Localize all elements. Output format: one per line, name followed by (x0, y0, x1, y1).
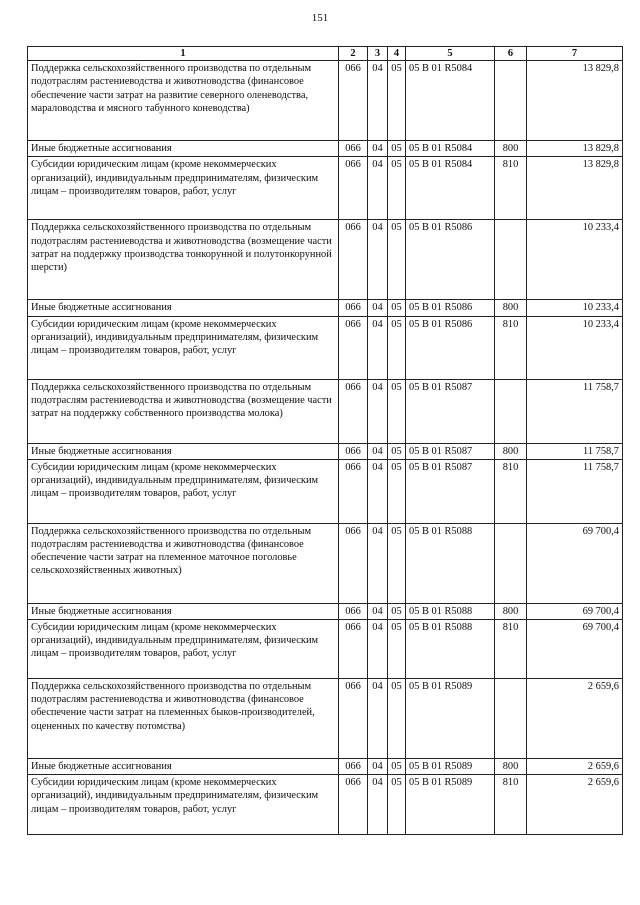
row-col-5: 05 В 01 R5087 (406, 379, 495, 443)
table-row (28, 679, 623, 759)
row-col-3: 04 (368, 620, 388, 679)
row-col-6: 800 (495, 300, 527, 316)
row-col-6: 810 (495, 775, 527, 835)
row-col-3: 04 (368, 523, 388, 603)
row-amount: 13 829,8 (527, 157, 623, 220)
row-description: Иные бюджетные ассигнования (28, 443, 339, 459)
row-col-5: 05 В 01 R5089 (406, 775, 495, 835)
row-col-5: 05 В 01 R5086 (406, 316, 495, 379)
row-col-4: 05 (388, 300, 406, 316)
header-col-3: 3 (368, 47, 388, 61)
budget-table (27, 46, 623, 835)
row-col-6 (495, 523, 527, 603)
row-description: Поддержка сельскохозяйственного производства по отдельным подотраслям растениеводства и животноводства (финансовое обеспечение части затрат на развитие северного оленеводства, мараловодства и мясного табунного коневодства) (28, 61, 339, 141)
row-col-2: 066 (339, 379, 368, 443)
row-description: Иные бюджетные ассигнования (28, 141, 339, 157)
row-amount: 69 700,4 (527, 523, 623, 603)
row-col-3: 04 (368, 61, 388, 141)
row-amount: 11 758,7 (527, 379, 623, 443)
row-col-3: 04 (368, 316, 388, 379)
row-col-6: 810 (495, 316, 527, 379)
row-amount: 10 233,4 (527, 220, 623, 300)
row-description: Поддержка сельскохозяйственного производства по отдельным подотраслям растениеводства и животноводства (финансовое обеспечение части затрат на племенное маточное поголовье сельскохозяйственных животных) (28, 523, 339, 603)
row-amount: 2 659,6 (527, 759, 623, 775)
table-row (28, 141, 623, 157)
row-amount: 11 758,7 (527, 459, 623, 523)
table-row (28, 61, 623, 141)
row-col-3: 04 (368, 443, 388, 459)
row-col-2: 066 (339, 300, 368, 316)
table-row (28, 316, 623, 379)
row-col-6: 810 (495, 459, 527, 523)
header-col-2: 2 (339, 47, 368, 61)
table-row (28, 620, 623, 679)
row-col-2: 066 (339, 459, 368, 523)
table-row (28, 220, 623, 300)
row-description: Иные бюджетные ассигнования (28, 300, 339, 316)
row-col-3: 04 (368, 603, 388, 619)
table-row (28, 759, 623, 775)
row-amount: 2 659,6 (527, 775, 623, 835)
row-col-4: 05 (388, 443, 406, 459)
row-description: Субсидии юридическим лицам (кроме некоммерческих организаций), индивидуальным предпринимателям, физическим лицам – производителям товаров, работ, услуг (28, 316, 339, 379)
row-col-2: 066 (339, 523, 368, 603)
row-description: Субсидии юридическим лицам (кроме некоммерческих организаций), индивидуальным предпринимателям, физическим лицам – производителям товаров, работ, услуг (28, 775, 339, 835)
row-col-4: 05 (388, 775, 406, 835)
row-col-4: 05 (388, 603, 406, 619)
row-col-5: 05 В 01 R5087 (406, 443, 495, 459)
row-col-6: 810 (495, 620, 527, 679)
row-amount: 10 233,4 (527, 316, 623, 379)
row-amount: 10 233,4 (527, 300, 623, 316)
row-description: Поддержка сельскохозяйственного производства по отдельным подотраслям растениеводства и животноводства (возмещение части затрат на поддержку производства тонкорунной и полутонкорунной шерсти) (28, 220, 339, 300)
row-col-5: 05 В 01 R5087 (406, 459, 495, 523)
table-row (28, 603, 623, 619)
row-col-4: 05 (388, 459, 406, 523)
row-col-5: 05 В 01 R5084 (406, 157, 495, 220)
row-col-6: 800 (495, 759, 527, 775)
row-col-2: 066 (339, 679, 368, 759)
row-amount: 13 829,8 (527, 61, 623, 141)
header-col-1: 1 (28, 47, 339, 61)
row-col-6 (495, 220, 527, 300)
row-description: Субсидии юридическим лицам (кроме некоммерческих организаций), индивидуальным предпринимателям, физическим лицам – производителям товаров, работ, услуг (28, 620, 339, 679)
row-col-4: 05 (388, 759, 406, 775)
row-col-5: 05 В 01 R5086 (406, 300, 495, 316)
table-row (28, 379, 623, 443)
row-amount: 69 700,4 (527, 620, 623, 679)
table-row (28, 443, 623, 459)
row-col-2: 066 (339, 443, 368, 459)
row-col-3: 04 (368, 759, 388, 775)
row-col-4: 05 (388, 523, 406, 603)
row-col-5: 05 В 01 R5084 (406, 141, 495, 157)
row-col-3: 04 (368, 157, 388, 220)
row-description: Поддержка сельскохозяйственного производства по отдельным подотраслям растениеводства и животноводства (возмещение части затрат на поддержку собственного производства молока) (28, 379, 339, 443)
header-col-6: 6 (495, 47, 527, 61)
row-col-6: 800 (495, 603, 527, 619)
header-row (28, 47, 623, 61)
row-col-4: 05 (388, 620, 406, 679)
header-col-7: 7 (527, 47, 623, 61)
row-col-5: 05 В 01 R5089 (406, 759, 495, 775)
row-col-2: 066 (339, 759, 368, 775)
row-col-4: 05 (388, 220, 406, 300)
row-col-3: 04 (368, 220, 388, 300)
row-col-2: 066 (339, 775, 368, 835)
row-description: Субсидии юридическим лицам (кроме некоммерческих организаций), индивидуальным предпринимателям, физическим лицам – производителям товаров, работ, услуг (28, 157, 339, 220)
row-col-4: 05 (388, 157, 406, 220)
table-row (28, 459, 623, 523)
header-col-5: 5 (406, 47, 495, 61)
row-col-6: 810 (495, 157, 527, 220)
row-description: Поддержка сельскохозяйственного производства по отдельным подотраслям растениеводства и животноводства (финансовое обеспечение части затрат на племенных быков-производителей, оцененных по качеству потомства) (28, 679, 339, 759)
row-col-6 (495, 679, 527, 759)
page-number: 151 (311, 12, 329, 24)
row-col-6 (495, 379, 527, 443)
row-col-3: 04 (368, 300, 388, 316)
row-amount: 69 700,4 (527, 603, 623, 619)
row-col-2: 066 (339, 603, 368, 619)
row-col-6: 800 (495, 141, 527, 157)
row-col-5: 05 В 01 R5088 (406, 620, 495, 679)
row-col-5: 05 В 01 R5088 (406, 603, 495, 619)
table-row (28, 523, 623, 603)
row-col-2: 066 (339, 141, 368, 157)
row-col-6: 800 (495, 443, 527, 459)
row-col-5: 05 В 01 R5089 (406, 679, 495, 759)
header-col-4: 4 (388, 47, 406, 61)
row-col-3: 04 (368, 379, 388, 443)
row-amount: 2 659,6 (527, 679, 623, 759)
row-col-5: 05 В 01 R5084 (406, 61, 495, 141)
table-row (28, 775, 623, 835)
row-col-2: 066 (339, 620, 368, 679)
row-amount: 13 829,8 (527, 141, 623, 157)
row-col-5: 05 В 01 R5088 (406, 523, 495, 603)
row-col-4: 05 (388, 61, 406, 141)
row-col-5: 05 В 01 R5086 (406, 220, 495, 300)
row-col-2: 066 (339, 157, 368, 220)
row-description: Иные бюджетные ассигнования (28, 603, 339, 619)
row-description: Иные бюджетные ассигнования (28, 759, 339, 775)
row-col-4: 05 (388, 679, 406, 759)
row-col-4: 05 (388, 379, 406, 443)
row-col-3: 04 (368, 459, 388, 523)
table-row (28, 300, 623, 316)
table-row (28, 157, 623, 220)
row-col-3: 04 (368, 679, 388, 759)
row-col-2: 066 (339, 220, 368, 300)
row-description: Субсидии юридическим лицам (кроме некоммерческих организаций), индивидуальным предпринимателям, физическим лицам – производителям товаров, работ, услуг (28, 459, 339, 523)
row-col-3: 04 (368, 141, 388, 157)
row-col-6 (495, 61, 527, 141)
row-col-2: 066 (339, 316, 368, 379)
row-col-4: 05 (388, 316, 406, 379)
row-col-4: 05 (388, 141, 406, 157)
row-amount: 11 758,7 (527, 443, 623, 459)
row-col-3: 04 (368, 775, 388, 835)
row-col-2: 066 (339, 61, 368, 141)
